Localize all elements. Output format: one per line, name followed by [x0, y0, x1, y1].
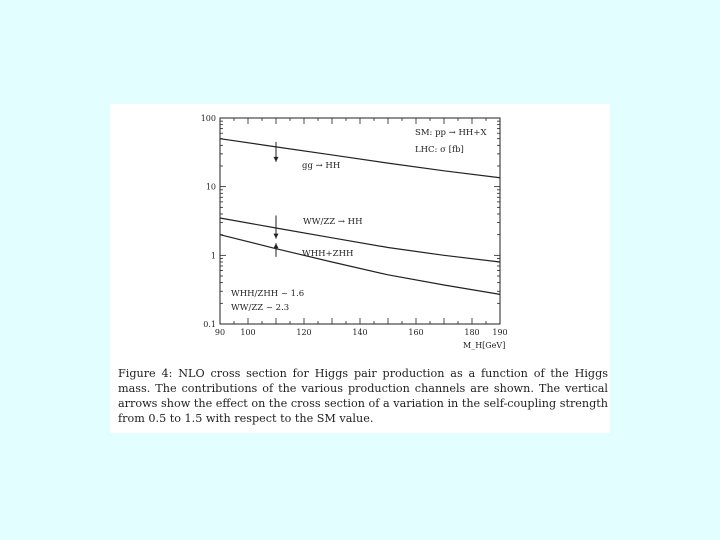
series-label-gg-hh: gg → HH	[302, 161, 341, 171]
y-tick-label: 1	[210, 251, 216, 261]
variation-arrowhead-3	[274, 243, 279, 248]
figure-caption: Figure 4: NLO cross section for Higgs pair production as a function of the Higgs mass. The contributions of the various production channels are shown. The vertical arrows show the effect on the cross section of a variation in the self-coupling strength from 0.5 to 1.5 with respect to the SM value.	[118, 367, 608, 425]
higgs-pair-cross-section-chart	[110, 104, 610, 364]
x-tick-label: 120	[296, 328, 312, 337]
y-tick-label: 100	[200, 114, 216, 123]
series-label-whh-zhh: WHH+ZHH	[302, 249, 354, 259]
series-line-3	[220, 235, 500, 295]
variation-arrowhead-1	[274, 157, 279, 162]
x-tick-label: 100	[240, 328, 256, 337]
x-tick-label: 160	[408, 328, 424, 337]
x-tick-label: 180	[464, 328, 480, 337]
x-tick-label: 90	[214, 328, 226, 337]
y-tick-label: 0.1	[203, 320, 216, 329]
annotation-ww-zz: WW/ZZ ~ 2.3	[231, 303, 290, 313]
series-label-ww-zz-hh: WW/ZZ → HH	[303, 217, 363, 227]
legend-line-lhc: LHC: σ [fb]	[415, 145, 464, 155]
legend-line-sm: SM: pp → HH+X	[415, 128, 487, 138]
y-tick-label: 10	[205, 182, 216, 192]
figure-panel	[110, 104, 610, 433]
x-axis-label: M_H[GeV]	[463, 341, 506, 350]
variation-arrowhead-2	[274, 234, 279, 239]
annotation-whh-zhh: WHH/ZHH ~ 1.6	[231, 289, 305, 299]
x-tick-label: 140	[352, 328, 368, 337]
x-tick-label: 190	[492, 328, 508, 337]
